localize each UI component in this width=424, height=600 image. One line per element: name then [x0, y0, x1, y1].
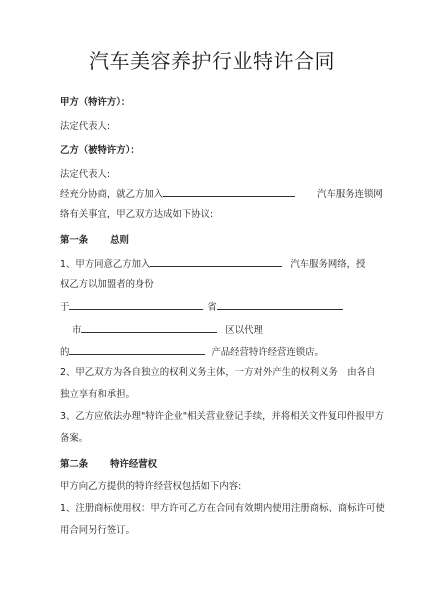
- network-name-blank[interactable]: [163, 186, 295, 197]
- clause-1-1-start: 1、甲方同意乙方加入: [60, 259, 151, 270]
- party-a-label: 甲方（特许方）：: [60, 97, 131, 108]
- location-blank[interactable]: [69, 299, 203, 310]
- intro-line-2: 络有关事宜，甲乙双方达成如下协议:: [60, 209, 214, 220]
- article-1-heading: [60, 234, 129, 247]
- clause-1-1-location-line: [60, 299, 343, 314]
- article-1-title: 总则: [110, 235, 129, 246]
- clause-1-2-line-1: 2、甲乙双方为各自独立的权利义务主体，一方对外产生的权利义务 由各自: [60, 367, 376, 378]
- join-network-blank[interactable]: [150, 256, 282, 267]
- party-a-representative: 法定代表人:: [60, 121, 111, 132]
- article-2-intro: 甲方向乙方提供的特许经营权包括如下内容:: [60, 481, 242, 492]
- intro-line-1: [60, 186, 383, 201]
- district-label: 区以代理: [225, 325, 263, 336]
- article-2-number: 第二条: [60, 459, 89, 470]
- article-2-heading: [60, 458, 157, 471]
- intro-text-end: 汽车服务连锁网: [317, 189, 383, 200]
- city-label: 市: [72, 325, 82, 336]
- clause-1-1-line-2: 权乙方以加盟者的身份: [60, 279, 154, 290]
- de-label: 的: [60, 347, 70, 358]
- clause-1-1-end: 汽车服务网络，授: [290, 259, 366, 270]
- party-b-label: 乙方（被特许方）：: [60, 145, 140, 156]
- article-2-title: 特许经营权: [110, 459, 158, 470]
- clause-1-2-line-2: 独立享有和承担。: [60, 389, 136, 400]
- product-label: 产品经营特许经营连锁店。: [211, 347, 324, 358]
- product-blank[interactable]: [69, 344, 205, 355]
- city-blank[interactable]: [81, 322, 217, 333]
- intro-text-start: 经充分协商，就乙方加入: [60, 189, 164, 200]
- clause-1-1-line-1: [60, 256, 365, 271]
- province-label: 省: [207, 302, 217, 313]
- clause-1-3-line-1: 3、乙方应依法办理"特许企业"相关营业登记手续，并将相关文件复印件报甲方: [60, 411, 384, 422]
- province-blank[interactable]: [217, 299, 343, 310]
- article-1-number: 第一条: [60, 235, 89, 246]
- clause-2-1-line-1: 1、注册商标使用权：甲方许可乙方在合同有效期内使用注册商标、商标许可使: [60, 503, 385, 514]
- page-title: 汽车美容养护行业特许合同: [89, 49, 335, 73]
- clause-2-1-line-2: 用合同另行签订。: [60, 525, 136, 536]
- clause-1-1-city-line: [60, 322, 263, 337]
- clause-1-3-line-2: 备案。: [60, 433, 89, 444]
- clause-1-1-product-line: [60, 344, 324, 359]
- party-b-representative: 法定代表人:: [60, 169, 111, 180]
- yu-label: 于: [60, 302, 70, 313]
